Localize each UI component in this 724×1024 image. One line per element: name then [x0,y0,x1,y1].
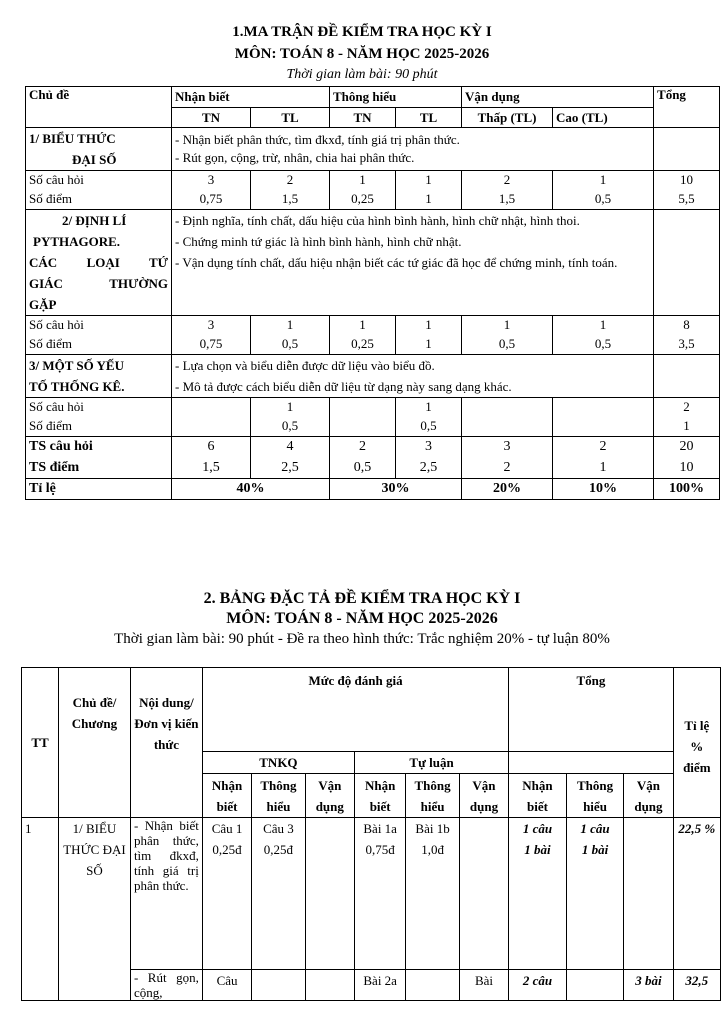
cell [305,970,354,1001]
cell: 1 [396,398,462,417]
matrix-table [25,86,720,500]
cell: Bài 1a 0,75đ [354,818,405,970]
cell: 2 [462,171,553,190]
cell: 10 [654,171,720,190]
cell: 1 câu 1 bài [566,818,624,970]
total-counts [26,437,720,458]
cell: 1 [251,398,330,417]
cell: Bài 2a [354,970,405,1001]
cell: 10 [654,458,720,479]
ratio-cell: 40% [172,479,330,500]
topic1-desc: - Nhận biết phân thức, tìm đkxđ, tính giá trị phân thức. - Rút gọn, cộng, trừ, nhân, chia hai phân thức. [172,128,654,171]
cell: 1,5 [172,458,251,479]
total-count-label: TS câu hỏi [26,437,172,458]
cell: 2 câu [509,970,567,1001]
cell: 1 [396,171,462,190]
cell: 2,5 [251,458,330,479]
t2-header-row-1 [22,668,721,752]
hdr-sub: Thông hiểu [566,774,624,818]
topic2-name: 2/ ĐỊNH LÍ PYTHAGORE. CÁC LOẠI TỨ GIÁC THƯỜNG GẶP [26,210,172,316]
cell: Câu 3 0,25đ [252,818,305,970]
hdr-sub: Nhận biết [509,774,567,818]
ratio-cell: 10% [553,479,654,500]
score-label: Số điểm [26,335,172,355]
hdr-tnkq: TNKQ [202,752,354,774]
hdr-high: Cao (TL) [553,108,654,128]
cell: 0,75 [172,335,251,355]
hdr-sub: Nhận biết [354,774,405,818]
cell: 1 [396,190,462,210]
cell: 0,75 [172,190,251,210]
hdr-tuluan: Tự luận [354,752,508,774]
hdr-topic: Chủ đề [26,87,172,128]
hdr-tn-1: TN [172,108,251,128]
cell: 1 [396,316,462,335]
score-label: Số điểm [26,417,172,437]
cell: 0,5 [251,417,330,437]
hdr-apply: Vận dụng [462,87,654,108]
cell: 1 [553,171,654,190]
topic1-name: 1/ BIỂU THỨC ĐẠI SỐ [26,128,172,171]
cell: 5,5 [654,190,720,210]
cell: 20 [654,437,720,458]
row-ratio: 32,5 [673,970,720,1001]
count-label: Số câu hỏi [26,316,172,335]
row-tt: 1 [22,818,59,1001]
cell: 8 [654,316,720,335]
hdr-sub: Thông hiểu [406,774,459,818]
cell: 1 [553,458,654,479]
cell [553,398,654,417]
spec-table [21,667,721,1001]
row-ratio: 22,5 % [673,818,720,970]
cell [172,398,251,417]
hdr-tt: TT [22,668,59,818]
ratio-row [26,479,720,500]
cell [172,417,251,437]
topic3-row [26,355,720,398]
total-score-label: TS điểm [26,458,172,479]
topic2-scores [26,335,720,355]
cell: 0,25 [330,335,396,355]
cell [252,970,305,1001]
topic3-scores [26,417,720,437]
topic1-blank [654,128,720,171]
cell: Câu [202,970,251,1001]
cell: 1 [462,316,553,335]
row-unit: - Nhận biết phân thức, tìm đkxđ, tính giá trị phân thức. [130,818,202,970]
hdr-recognize: Nhận biết [172,87,330,108]
cell: 1 [396,335,462,355]
hdr-total-blank [509,752,673,774]
t2-row-1 [22,818,721,970]
cell: Câu 1 0,25đ [202,818,251,970]
cell: 1 [251,316,330,335]
cell [462,417,553,437]
hdr-sub: Vận dụng [305,774,354,818]
cell: Bài [459,970,508,1001]
hdr-understand: Thông hiểu [330,87,462,108]
cell: 2,5 [396,458,462,479]
topic1-row [26,128,720,171]
cell: 4 [251,437,330,458]
count-label: Số câu hỏi [26,171,172,190]
hdr-topic: Chủ đề/ Chương [59,668,131,818]
cell: 6 [172,437,251,458]
cell: 1 [553,316,654,335]
section1-subtitle: MÔN: TOÁN 8 - NĂM HỌC 2025-2026 [234,46,490,62]
count-label: Số câu hỏi [26,398,172,417]
cell: 2 [251,171,330,190]
score-label: Số điểm [26,190,172,210]
section1-time: Thời gian làm bài: 90 phút [286,67,438,82]
topic2-counts [26,316,720,335]
cell: 3 [462,437,553,458]
topic2-row [26,210,720,316]
cell: 0,5 [462,335,553,355]
topic2-blank [654,210,720,316]
cell: 0,5 [553,190,654,210]
cell [553,417,654,437]
cell: 0,5 [396,417,462,437]
cell [566,970,624,1001]
hdr-total: Tổng [654,87,720,128]
cell: 1 câu 1 bài [509,818,567,970]
section1-title: 1.MA TRẬN ĐỀ KIỂM TRA HỌC KỲ I [232,24,492,40]
section2-time: Thời gian làm bài: 90 phút - Đề ra theo hình thức: Trắc nghiệm 20% - tự luận 80% [114,631,610,647]
hdr-level: Mức độ đánh giá [202,668,508,752]
cell: 1,5 [251,190,330,210]
hdr-sub: Vận dụng [459,774,508,818]
cell [462,398,553,417]
topic3-name: 3/ MỘT SỐ YẾU TỐ THỐNG KÊ. [26,355,172,398]
row-topic: 1/ BIỂU THỨC ĐẠI SỐ [59,818,131,1001]
header-row-1 [26,87,720,108]
cell: 1 [654,417,720,437]
cell [330,417,396,437]
cell: 2 [654,398,720,417]
cell: 3 [172,316,251,335]
cell: 3 [172,171,251,190]
ratio-label: Tỉ lệ [26,479,172,500]
cell [406,970,459,1001]
topic3-desc: - Lựa chọn và biểu diễn được dữ liệu vào biểu đồ. - Mô tả được cách biểu diễn dữ liệu từ dạng này sang dạng khác. [172,355,654,398]
hdr-tn-2: TN [330,108,396,128]
cell: 0,5 [330,458,396,479]
cell [459,818,508,970]
cell: Bài 1b 1,0đ [406,818,459,970]
hdr-tl-1: TL [251,108,330,128]
cell: 0,25 [330,190,396,210]
topic1-scores [26,190,720,210]
cell: 3 bài [624,970,673,1001]
topic3-counts [26,398,720,417]
section2-subtitle: MÔN: TOÁN 8 - NĂM HỌC 2025-2026 [226,610,498,627]
cell: 1 [330,171,396,190]
hdr-sub: Vận dụng [624,774,673,818]
row-unit: - Rút gọn, cộng, [130,970,202,1001]
hdr-ratio: Tỉ lệ % điểm [673,668,720,818]
cell: 2 [330,437,396,458]
cell: 0,5 [553,335,654,355]
cell: 1 [330,316,396,335]
hdr-tl-2: TL [396,108,462,128]
topic2-desc: - Định nghĩa, tính chất, dấu hiệu của hình bình hành, hình chữ nhật, hình thoi. - Chứng minh tứ giác là hình bình hành, hình chữ nhật. - Vận dụng tính chất, dấu hiệu nhận biết các tứ giác đã học để chứng minh, tính toán. [172,210,654,316]
ratio-cell: 100% [654,479,720,500]
hdr-low: Thấp (TL) [462,108,553,128]
cell: 2 [553,437,654,458]
cell: 2 [462,458,553,479]
cell [305,818,354,970]
total-scores [26,458,720,479]
hdr-sub: Thông hiểu [252,774,305,818]
cell: 1,5 [462,190,553,210]
topic3-blank [654,355,720,398]
cell [330,398,396,417]
cell: 3 [396,437,462,458]
topic1-counts [26,171,720,190]
cell [624,818,673,970]
hdr-sub: Nhận biết [202,774,251,818]
cell: 3,5 [654,335,720,355]
ratio-cell: 20% [462,479,553,500]
section2-title: 2. BẢNG ĐẶC TẢ ĐỀ KIỂM TRA HỌC KỲ I [203,590,521,607]
hdr-unit: Nội dung/ Đơn vị kiến thức [130,668,202,818]
cell: 0,5 [251,335,330,355]
ratio-cell: 30% [330,479,462,500]
hdr-total: Tổng [509,668,673,752]
